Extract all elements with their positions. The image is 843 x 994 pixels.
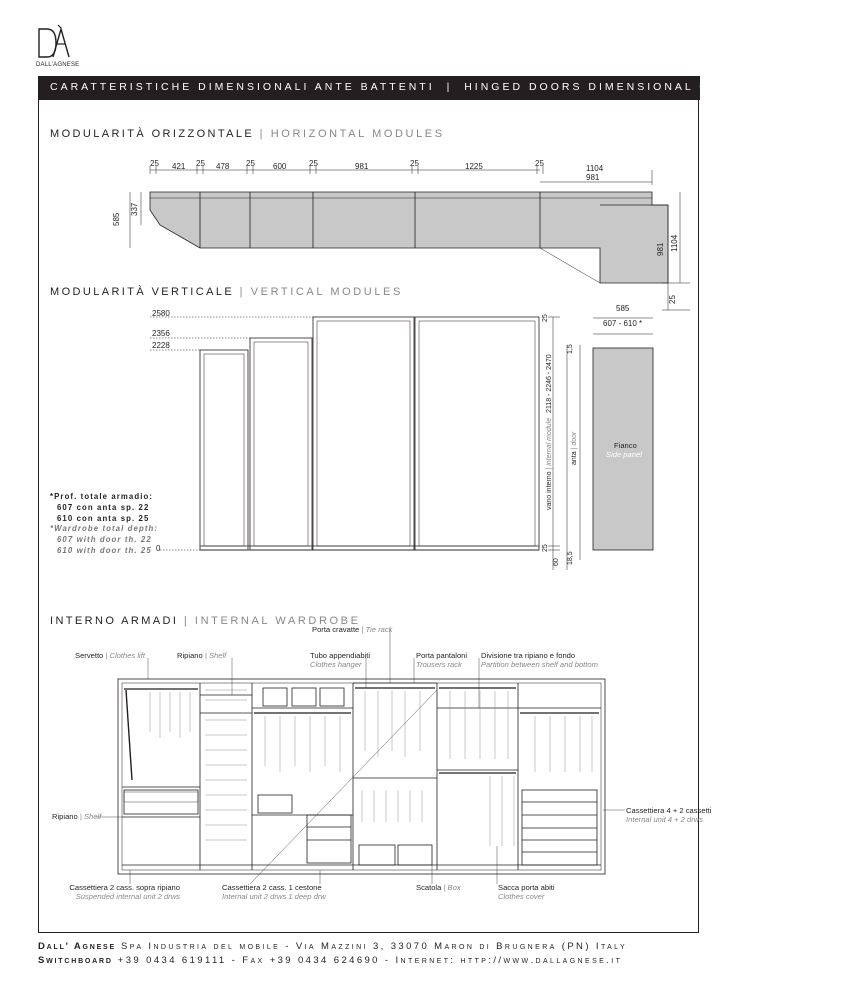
dim-label-rotated: 585 [112, 212, 121, 226]
side-dim: 60 [553, 558, 560, 566]
label-en: | Shelf [204, 651, 227, 660]
label-it: Scatola [416, 883, 442, 892]
side-dim: 18,5 [567, 551, 574, 565]
door-it: anta [571, 451, 578, 465]
label-it: Ripiano [52, 812, 78, 821]
label-hanger [310, 651, 370, 669]
depth-note [50, 492, 161, 557]
internal-module-it: vano interno [546, 471, 553, 510]
label-box [416, 883, 461, 892]
label-it: Cassettiera 2 cass. 1 cestone [222, 883, 322, 892]
vertical-title-en: | VERTICAL MODULES [239, 286, 403, 298]
label-it: Cassettiera 2 cass. sopra ripiano [69, 883, 180, 892]
label-it: Porta pantaloni [416, 651, 468, 660]
label-it: Porta cravatte [312, 625, 360, 634]
label-en: | Tie rack [361, 625, 393, 634]
depth-top-label: 585 [616, 304, 630, 313]
side-panel-en: Side panel [606, 450, 642, 459]
dim-label: 25 [196, 159, 205, 168]
dim-label-rotated: 25 [668, 295, 677, 304]
label-shelf-top [177, 651, 226, 660]
label-it: Servetto [75, 651, 104, 660]
label-en: Suspended internal unit 2 drws [75, 892, 180, 901]
label-deep-drawer [222, 883, 326, 901]
label-shelf-left [52, 812, 101, 821]
height-label: 2228 [152, 341, 170, 350]
dim-label: 25 [150, 159, 159, 168]
side-panel-it: Fianco [614, 441, 637, 450]
label-trousers [416, 651, 467, 669]
dim-label-rotated: 981 [656, 242, 665, 256]
dim-label: 421 [172, 162, 186, 171]
door-label [571, 432, 578, 465]
footer-address: Spa Industria del mobile - Via Mazzini 3, 33070 Maron di Brugnera (PN) Italy [121, 941, 628, 952]
label-en: Internal unit 2 drws 1 deep drw [222, 892, 326, 901]
label-partition [481, 651, 598, 669]
dim-label: 981 [586, 173, 600, 182]
footer-switchboard-label: Switchboard [38, 955, 113, 966]
label-it: Sacca porta abiti [498, 883, 555, 892]
height-label: 0 [156, 544, 161, 553]
horizontal-title-en: | HORIZONTAL MODULES [259, 128, 445, 140]
side-dim: 1,5 [567, 344, 574, 354]
dim-label: 25 [410, 159, 419, 168]
height-label: 2356 [152, 329, 170, 338]
note-line: 610 con anta sp. 25 [57, 513, 150, 523]
dim-label: 25 [246, 159, 255, 168]
footer-line-1 [38, 940, 728, 954]
note-line-en: 610 with door th. 25 [57, 545, 152, 555]
height-label: 2580 [152, 309, 170, 318]
label-it: Divisione tra ripiano e fondo [481, 651, 576, 660]
dim-label: 25 [309, 159, 318, 168]
label-en: Clothes cover [498, 892, 545, 901]
brand-name: DALL'AGNESE [36, 62, 80, 68]
side-dim: 25 [542, 314, 549, 322]
dim-label-rotated: 1104 [670, 234, 679, 252]
note-line-en: 607 with door th. 22 [57, 535, 152, 545]
dim-label: 981 [355, 162, 369, 171]
label-en: Partition between shelf and bottom [481, 660, 598, 669]
internal-module-en: | internal module [546, 417, 553, 470]
footer [38, 940, 728, 968]
footer-contacts: +39 0434 619111 - Fax +39 0434 624690 - Internet: http://www.dallagnese.it [117, 955, 623, 966]
banner-separator: | [446, 81, 453, 93]
dim-label: 1104 [586, 164, 604, 173]
side-dim: 25 [542, 544, 549, 552]
internal-title-en: | INTERNAL WARDROBE [183, 615, 361, 627]
depth-bottom-label: 607 - 610 * [603, 319, 643, 328]
footer-line-2 [38, 954, 728, 968]
label-drawers-4-2 [626, 806, 711, 824]
dim-label: 1225 [465, 162, 483, 171]
internal-title-it: INTERNO ARMADI [50, 615, 179, 627]
note-line: *Prof. totale armadio: [50, 492, 154, 501]
internal-module-values: 2118 - 2246 - 2470 [546, 354, 553, 413]
label-en: Trousers rack [416, 660, 462, 669]
label-en: | Shelf [79, 812, 102, 821]
label-it: Tubo appendiabiti [310, 651, 371, 660]
horizontal-section-title [50, 128, 445, 140]
label-en: | Box [443, 883, 461, 892]
label-en: Clothes hanger [310, 660, 362, 669]
vertical-section-title [50, 286, 403, 298]
label-en: Internal unit 4 + 2 drws [626, 815, 704, 824]
label-it: Cassettiera 4 + 2 cassetti [626, 806, 712, 815]
label-suspended [66, 883, 180, 901]
side-panel-label [614, 441, 637, 450]
vertical-title-it: MODULARITÀ VERTICALE [50, 286, 235, 298]
note-line: 607 con anta sp. 22 [57, 502, 150, 512]
dim-label-rotated: 337 [130, 202, 139, 216]
label-tie-rack [312, 625, 392, 634]
horizontal-title-it: MODULARITÀ ORIZZONTALE [50, 128, 255, 140]
door-en: | door [571, 431, 578, 450]
label-clothes-lift [75, 651, 145, 660]
label-cover [498, 883, 555, 901]
banner-title-en: HINGED DOORS DIMENSIONAL CHARACTERISTICS [464, 81, 843, 93]
internal-module-label [546, 354, 553, 510]
label-en: | Clothes lift [105, 651, 145, 660]
footer-company: Dall' Agnese [38, 941, 116, 952]
note-line-en: *Wardrobe total depth: [50, 524, 159, 534]
banner-title-it: CARATTERISTICHE DIMENSIONALI ANTE BATTENTI [50, 81, 435, 93]
dim-label: 25 [535, 159, 544, 168]
label-it: Ripiano [177, 651, 203, 660]
dim-label: 600 [273, 162, 287, 171]
dim-label: 478 [216, 162, 230, 171]
